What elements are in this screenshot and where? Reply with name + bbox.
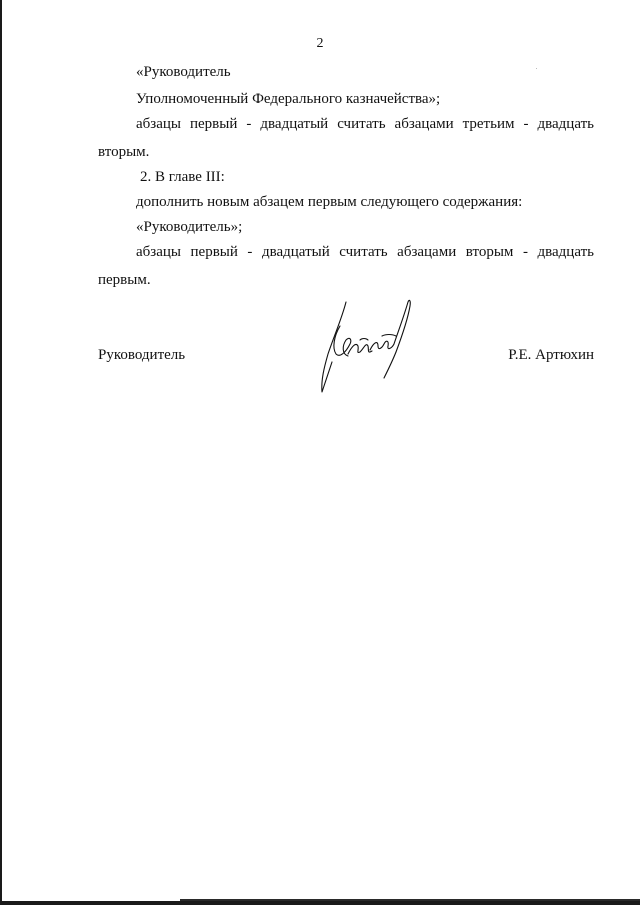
page-number: 2 <box>316 36 324 51</box>
paragraph-renumber-1-line-1: абзацы первый - двадцатый считать абзацами третьим - двадцать <box>136 116 594 132</box>
handwritten-signature <box>312 296 422 396</box>
signatory-name: Р.Е. Артюхин <box>508 347 594 363</box>
quote-line-authorized: Уполномоченный Федерального казначейства»; <box>136 91 441 107</box>
paragraph-add-new: дополнить новым абзацем первым следующего содержания: <box>136 194 523 210</box>
scan-edge-bottom-inner <box>180 899 640 901</box>
signatory-title: Руководитель <box>98 347 186 363</box>
quote-line-director-2: «Руководитель»; <box>136 219 243 235</box>
section-item-2: 2. В главе III: <box>140 169 225 185</box>
paragraph-renumber-2-line-1: абзацы первый - двадцатый считать абзацами вторым - двадцать <box>136 244 594 260</box>
scan-speck <box>536 68 537 69</box>
quote-line-director: «Руководитель <box>136 64 231 80</box>
paragraph-renumber-2-line-2: первым. <box>98 272 151 288</box>
paragraph-renumber-1-line-2: вторым. <box>98 144 150 160</box>
scan-edge-left <box>0 0 2 905</box>
scan-edge-bottom <box>0 901 640 905</box>
